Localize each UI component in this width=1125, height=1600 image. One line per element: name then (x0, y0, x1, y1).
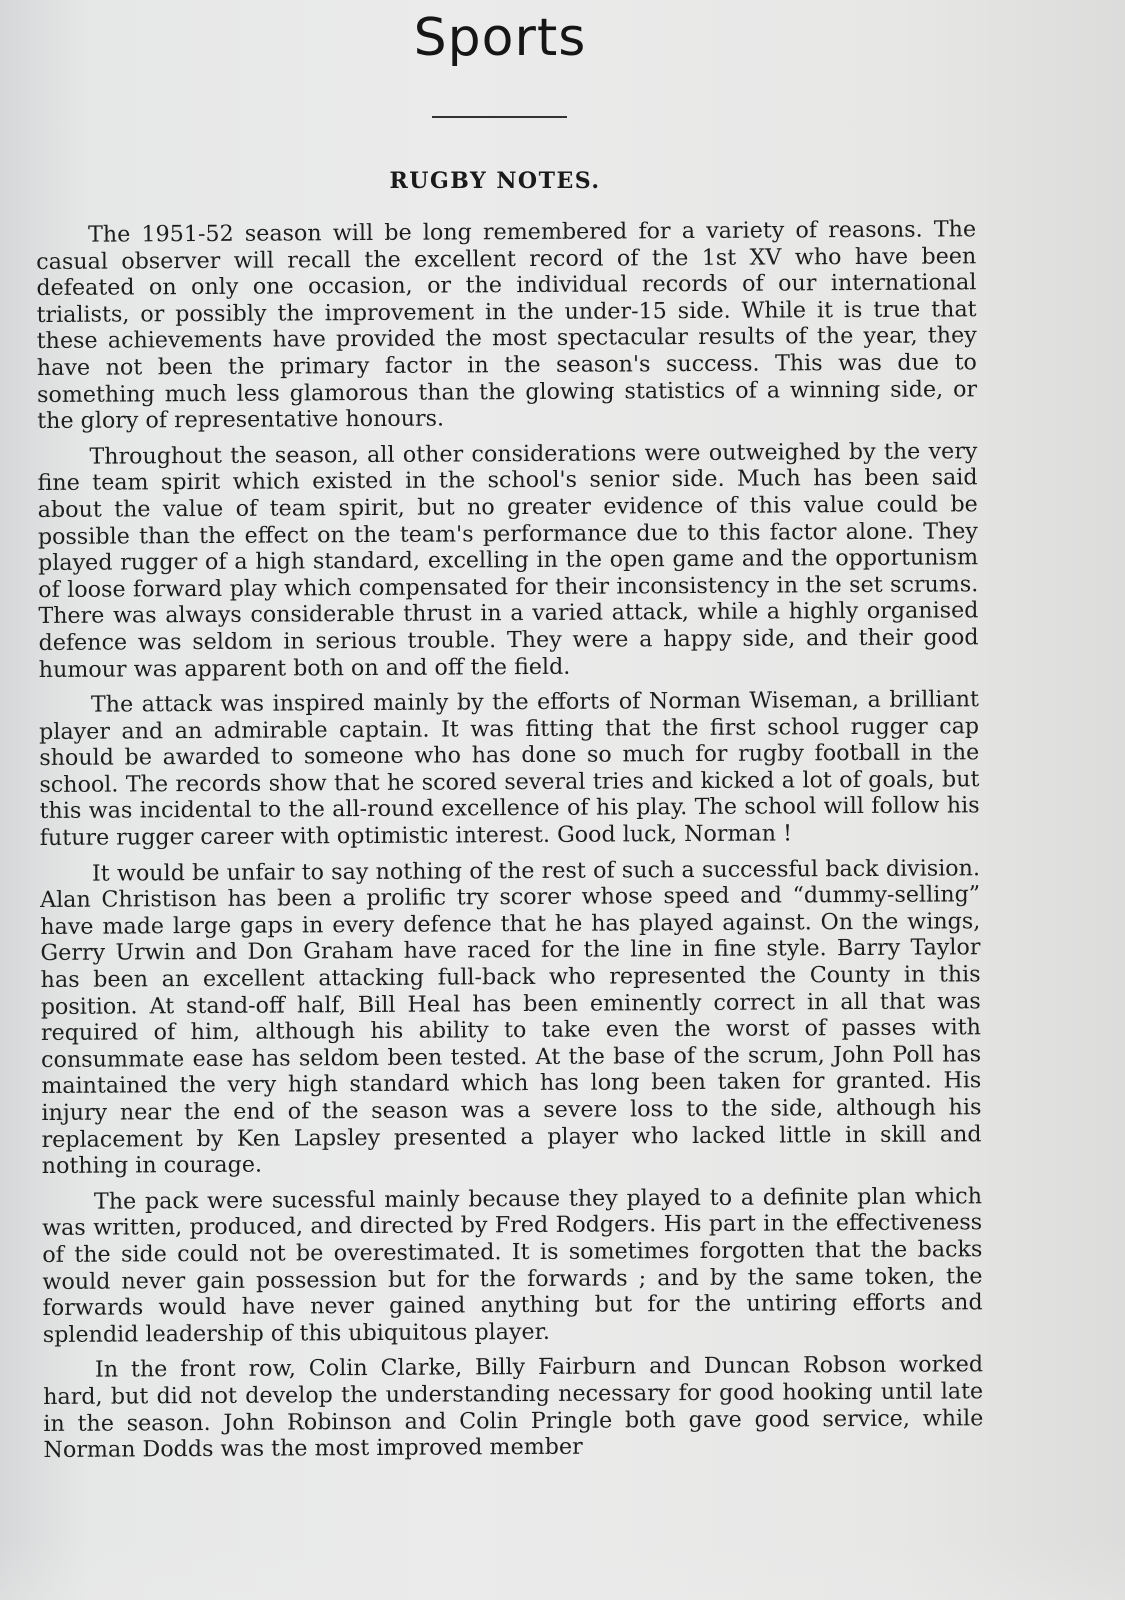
page-shadow (0, 1540, 1125, 1600)
title-rule (432, 116, 567, 118)
article-body (36, 216, 984, 1472)
paragraph: In the front row, Colin Clarke, Billy Fairburn and Duncan Robson worked hard, but did not develop the understanding necessary for good hooking until late in the season. John Robinson and Colin Pringle both gave good service, while Norman Dodds was the most improved member (43, 1351, 984, 1464)
paragraph: The 1951-52 season will be long remembered for a variety of reasons. The casual observer will recall the excellent record of the 1st XV who have been defeated on only one occasion, or the individual records of our international trialists, or possibly the improvement in the under-15 side. While it is true that these achievements have provided the most spectacular results of the year, they have not been the primary factor in the season's success. This was due to something much less glamorous than the glowing statistics of a winning side, or the glory of representative honours. (36, 216, 978, 435)
paragraph: It would be unfair to say nothing of the rest of such a successful back division. Alan Christison has been a prolific try scorer whose speed and “dummy-selling” have made large gaps in every defence that he has played against. On the wings, Gerry Urwin and Don Graham have raced for the line in fine style. Barry Taylor has been an excellent attacking full-back who represented the County in this position. At stand-off half, Bill Heal has been eminently correct in all that was required of him, although his ability to take even the worst of passes with consummate ease has seldom been tested. At the base of the scrum, John Poll has maintained the very high standard which has long been taken for granted. His injury near the end of the season was a severe loss to the side, although his replacement by Ken Lapsley presented a player who lacked little in skill and nothing in courage. (40, 854, 982, 1180)
paragraph: The pack were sucessful mainly because they played to a definite plan which was written, produced, and directed by Fred Rodgers. His part in the effectiveness of the side could not be overestimated. It is sometimes forgotten that the backs would never gain possession but for the forwards ; and by the same token, the forwards would have never gained anything but for the untiring efforts and splendid leadership of this ubiquitous player. (42, 1183, 983, 1348)
paragraph: Throughout the season, all other considerations were outweighed by the very fine team spirit which existed in the school's senior side. Much has been said about the value of team spirit, but no greater evidence of this value could be possible than the effect on the team's performance due to this factor alone. They played rugger of a high standard, excelling in the open game and the opportunism of loose forward play which compensated for their inconsistency in the set scrums. There was always considerable thrust in a varied attack, while a highly organised defence was seldom in serious trouble. They were a happy side, and their good humour was apparent both on and off the field. (37, 438, 979, 683)
section-heading: RUGBY NOTES. (389, 168, 601, 194)
page-title: Sports (413, 8, 587, 68)
paragraph: The attack was inspired mainly by the efforts of Norman Wiseman, a brilliant player and an admirable captain. It was fitting that the first school rugger cap should be awarded to someone who has done so much for rugby football in the school. The records show that he scored several tries and kicked a lot of goals, but this was incidental to the all-round excellence of his play. The school will follow his future rugger career with optimistic interest. Good luck, Norman ! (39, 686, 980, 852)
